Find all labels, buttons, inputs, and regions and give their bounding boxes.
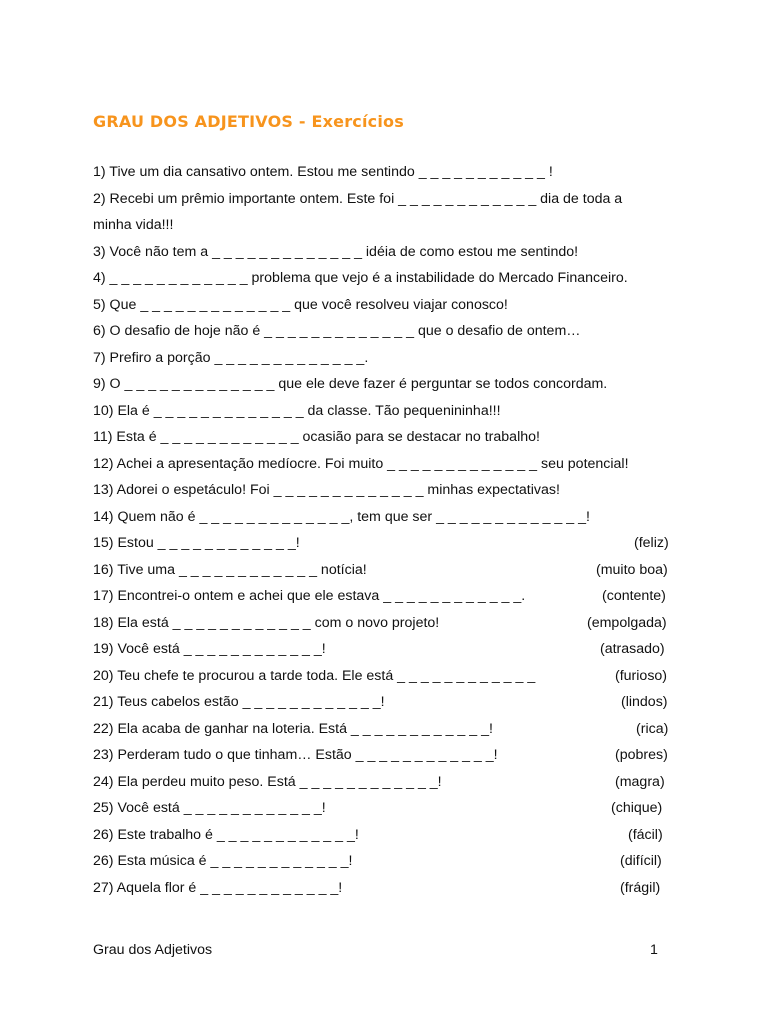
exercise-line — [93, 477, 683, 504]
exercise-text: 15) Estou _ _ _ _ _ _ _ _ _ _ _ _! — [93, 535, 300, 551]
exercise-hint: (difícil) — [620, 853, 662, 869]
exercise-line — [93, 451, 683, 478]
exercise-text: 5) Que _ _ _ _ _ _ _ _ _ _ _ _ _ que você resolveu viajar conosco! — [93, 296, 508, 313]
exercise-hint: (atrasado) — [600, 641, 665, 657]
exercise-text: 14) Quem não é _ _ _ _ _ _ _ _ _ _ _ _ _, tem que ser _ _ _ _ _ _ _ _ _ _ _ _ _! — [93, 508, 590, 525]
exercise-line — [93, 557, 683, 584]
exercise-text: 3) Você não tem a _ _ _ _ _ _ _ _ _ _ _ _ _ idéia de como estou me sentindo! — [93, 243, 579, 260]
exercise-line — [93, 583, 683, 610]
exercise-hint: (feliz) — [634, 535, 669, 551]
exercise-text: 26) Este trabalho é _ _ _ _ _ _ _ _ _ _ _ _! — [93, 826, 359, 843]
exercise-line — [93, 795, 683, 822]
exercise-hint: (lindos) — [621, 694, 668, 710]
exercise-line — [93, 689, 683, 716]
exercise-hint: (pobres) — [615, 747, 668, 763]
exercise-text: minha vida!!! — [93, 217, 174, 233]
exercise-text: 17) Encontrei-o ontem e achei que ele estava _ _ _ _ _ _ _ _ _ _ _ _. — [93, 588, 526, 604]
page-number: 1 — [650, 942, 658, 958]
exercise-text: 25) Você está _ _ _ _ _ _ _ _ _ _ _ _! — [93, 800, 326, 816]
exercise-hint: (rica) — [636, 720, 669, 737]
exercise-text: 6) O desafio de hoje não é _ _ _ _ _ _ _ _ _ _ _ _ _ que o desafio de ontem… — [93, 323, 581, 339]
exercise-hint: (empolgada) — [587, 614, 667, 631]
exercise-line — [93, 265, 683, 292]
exercise-text: 13) Adorei o espetáculo! Foi _ _ _ _ _ _ _ _ _ _ _ _ _ minhas expectativas! — [93, 482, 560, 498]
exercise-text: 21) Teus cabelos estão _ _ _ _ _ _ _ _ _ _ _ _! — [93, 694, 385, 710]
exercise-text: 11) Esta é _ _ _ _ _ _ _ _ _ _ _ _ ocasião para se destacar no trabalho! — [93, 429, 540, 445]
exercise-line — [93, 424, 683, 451]
exercise-text: 19) Você está _ _ _ _ _ _ _ _ _ _ _ _! — [93, 641, 326, 657]
exercise-hint: (chique) — [611, 800, 663, 816]
exercise-hint: (contente) — [602, 588, 666, 604]
exercise-text: 23) Perderam tudo o que tinham… Estão _ _ _ _ _ _ _ _ _ _ _ _! — [93, 747, 498, 763]
exercise-text: 27) Aquela flor é _ _ _ _ _ _ _ _ _ _ _ _! — [93, 879, 343, 896]
exercise-line — [93, 822, 683, 849]
exercise-line — [93, 292, 683, 319]
exercise-line — [93, 159, 683, 186]
exercise-text: 10) Ela é _ _ _ _ _ _ _ _ _ _ _ _ _ da classe. Tão pequenininha!!! — [93, 402, 501, 419]
exercise-line — [93, 848, 683, 875]
exercise-text: 1) Tive um dia cansativo ontem. Estou me sentindo _ _ _ _ _ _ _ _ _ _ _ ! — [93, 164, 553, 180]
exercise-list — [93, 159, 683, 901]
exercise-text: 9) O _ _ _ _ _ _ _ _ _ _ _ _ _ que ele deve fazer é perguntar se todos concordam. — [93, 376, 608, 392]
exercise-line — [93, 769, 683, 796]
exercise-text: 16) Tive uma _ _ _ _ _ _ _ _ _ _ _ _ notícia! — [93, 561, 367, 578]
exercise-text: 4) _ _ _ _ _ _ _ _ _ _ _ _ problema que vejo é a instabilidade do Mercado Financeiro. — [93, 270, 628, 286]
exercise-text: 18) Ela está _ _ _ _ _ _ _ _ _ _ _ _ com o novo projeto! — [93, 614, 440, 631]
exercise-hint: (muito boa) — [596, 561, 668, 578]
exercise-line — [93, 239, 683, 266]
exercise-text: 22) Ela acaba de ganhar na loteria. Está _ _ _ _ _ _ _ _ _ _ _ _! — [93, 720, 493, 737]
exercise-line — [93, 636, 683, 663]
exercise-line — [93, 186, 683, 213]
exercise-hint: (frágil) — [620, 879, 661, 896]
exercise-hint: (fácil) — [628, 826, 663, 843]
exercise-line — [93, 663, 683, 690]
exercise-line — [93, 212, 683, 239]
exercise-line — [93, 530, 683, 557]
exercise-line — [93, 318, 683, 345]
exercise-line — [93, 504, 683, 531]
exercise-text: 7) Prefiro a porção _ _ _ _ _ _ _ _ _ _ _ _ _. — [93, 349, 369, 366]
exercise-hint: (magra) — [615, 773, 665, 790]
exercise-line — [93, 742, 683, 769]
footer-title: Grau dos Adjetivos — [93, 942, 213, 958]
exercise-line — [93, 371, 683, 398]
exercise-text: 2) Recebi um prêmio importante ontem. Este foi _ _ _ _ _ _ _ _ _ _ _ _ dia de toda a — [93, 190, 623, 207]
exercise-text: 12) Achei a apresentação medíocre. Foi muito _ _ _ _ _ _ _ _ _ _ _ _ _ seu potencial! — [93, 455, 629, 472]
exercise-text: 20) Teu chefe te procurou a tarde toda. Ele está _ _ _ _ _ _ _ _ _ _ _ _ — [93, 667, 536, 684]
exercise-line — [93, 875, 683, 902]
exercise-line — [93, 398, 683, 425]
exercise-hint: (furioso) — [615, 667, 668, 684]
exercise-text: 24) Ela perdeu muito peso. Está _ _ _ _ _ _ _ _ _ _ _ _! — [93, 773, 442, 790]
exercise-line — [93, 345, 683, 372]
exercise-line — [93, 610, 683, 637]
page-title: GRAU DOS ADJETIVOS - Exercícios — [93, 112, 404, 131]
exercise-text: 26) Esta música é _ _ _ _ _ _ _ _ _ _ _ _! — [93, 853, 353, 869]
exercise-line — [93, 716, 683, 743]
